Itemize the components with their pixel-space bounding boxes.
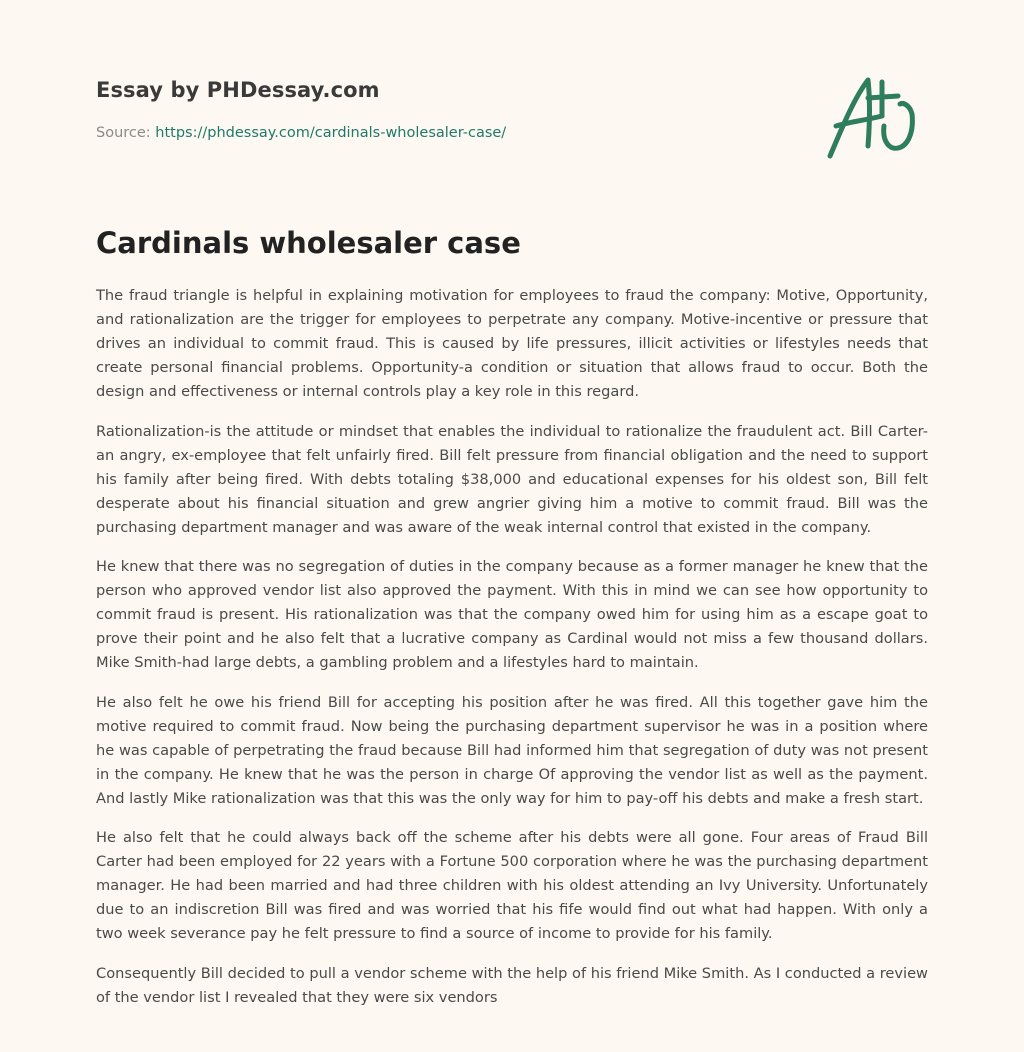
- paragraph: He also felt he owe his friend Bill for accepting his position after he was fired. All this together gave him the motive required to commit fraud. Now being the purchasing department supervisor he was in a position where he was capable of perpetrating the fraud because Bill had informed him that segregation of duty was not present in the company. He knew that he was the person in charge Of approving the vendor list as well as the payment. And lastly Mike rationalization was that this was the only way for him to pay-off his debts and make a fresh start.: [96, 693, 928, 807]
- paragraph: Consequently Bill decided to pull a vendor scheme with the help of his friend Mike Smith. As I conducted a review of the vendor list I revealed that they were six vendors: [96, 964, 928, 1006]
- article-body: [96, 284, 928, 1025]
- source-link[interactable]: https://phdessay.com/cardinals-wholesaler-case/: [155, 125, 507, 141]
- paragraph: He also felt that he could always back off the scheme after his debts were all gone. Four areas of Fraud Bill Carter had been employed for 22 years with a Fortune 500 corporation where he was the purchasing department manager. He had been married and had three children with his oldest attending an Ivy University. Unfortunately due to an indiscretion Bill was fired and was worried that his fife would find out what had happen. With only a two week severance pay he felt pressure to find a source of income to provide for his family.: [96, 829, 928, 942]
- a-plus-grade-icon: [824, 68, 928, 164]
- paragraph: The fraud triangle is helpful in explaining motivation for employees to fraud the company: Motive, Opportunity, and rationalization are the trigger for employees to perpetrate any company. Motive-incentive or pressure that drives an individual to commit fraud. This is caused by life pressures, illicit activities or lifestyles needs that create personal financial problems. Opportunity-a condition or situation that allows fraud to occur. Both the design and effectiveness or internal controls play a key role in this regard.: [96, 287, 928, 400]
- paragraph: He knew that there was no segregation of duties in the company because as a former manager he knew that the person who approved vendor list also approved the payment. With this in mind we can see how opportunity to commit fraud is present. His rationalization was that the company owed him for using him as a escape goat to prove their point and he also felt that a lucrative company as Cardinal would not miss a few thousand dollars. Mike Smith-had large debts, a gambling problem and a lifestyles hard to maintain.: [96, 558, 928, 671]
- page-header: [96, 78, 928, 141]
- site-title: Essay by PHDessay.com: [96, 78, 380, 102]
- source-line: [96, 125, 506, 141]
- paragraph: Rationalization-is the attitude or mindset that enables the individual to rationalize the fraudulent act. Bill Carter-an angry, ex-employee that felt unfairly fired. Bill felt pressure from financial obligation and the need to support his family after being fired. With debts totaling $38,000 and educational expenses for his oldest son, Bill felt desperate about his financial situation and grew angrier giving him a motive to commit fraud. Bill was the purchasing department manager and was aware of the weak internal control that existed in the company.: [96, 422, 928, 536]
- article-title: Cardinals wholesaler case: [96, 226, 521, 260]
- source-label: Source:: [96, 125, 151, 141]
